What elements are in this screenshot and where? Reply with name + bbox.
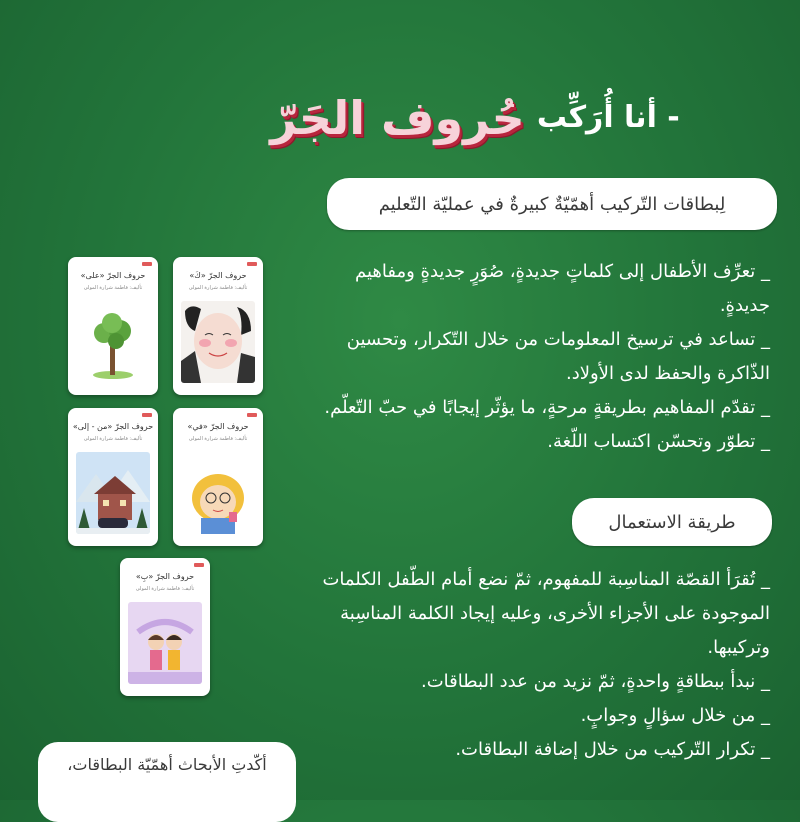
section-heading-usage (572, 498, 772, 546)
list-item: وتركيبها. (707, 637, 770, 658)
research-note (38, 742, 296, 822)
list-item: _ تساعد في ترسيخ المعلومات من خلال التّكرار، وتحسين (346, 329, 770, 350)
card-title: حروف الجرّ «بِ» (135, 572, 195, 581)
publisher-tag (247, 262, 257, 266)
list-item: _ تقدّم المفاهيم بطريقةٍ مرحةٍ، ما يؤثّر إيجابًا في حبّ التّعلّم. (324, 397, 770, 418)
card-title: حروف الجرّ «في» (187, 422, 249, 431)
book-card (120, 558, 210, 696)
girl-illustration (181, 452, 255, 534)
book-card (68, 408, 158, 546)
card-author: تأليف: فاطمة شرارة المولى (188, 285, 248, 291)
face-illustration (181, 301, 255, 383)
card-author: تأليف: فاطمة شرارة المولى (83, 436, 143, 442)
card-author: تأليف: فاطمة شرارة المولى (83, 285, 143, 291)
publisher-tag (142, 413, 152, 417)
list-item: _ نبدأ ببطاقةٍ واحدةٍ، ثمّ نزيد من عدد البطاقات. (421, 671, 770, 692)
page-title: حُروف الجَرّ (270, 91, 525, 145)
usage-list (270, 563, 770, 767)
house-illustration (76, 452, 150, 534)
list-item: _ تطوّر وتحسّن اكتساب اللّغة. (547, 431, 770, 452)
list-item: _ تُقرَأ القصّة المناسِبة للمفهوم، ثمّ نضع أمام الطّفل الكلمات (322, 569, 770, 590)
section-heading-text: لِبطاقات التّركيب أهمّيّةٌ كبيرةٌ في عمليّة التّعليم (378, 193, 726, 215)
list-item: جديدةٍ. (719, 295, 770, 316)
card-title: حروف الجرّ «كَ» (189, 271, 247, 280)
card-title: حروف الجرّ «من - إلى» (72, 422, 154, 431)
publisher-tag (247, 413, 257, 417)
book-card (173, 408, 263, 546)
section-heading-importance (327, 178, 777, 230)
book-card (68, 257, 158, 395)
page-header (0, 88, 800, 148)
section-heading-text: طريقة الاستعمال (608, 511, 736, 533)
kids-illustration (128, 602, 202, 684)
publisher-tag (194, 563, 204, 567)
list-item: _ من خلال سؤالٍ وجوابٍ. (580, 705, 770, 726)
tree-illustration (76, 301, 150, 383)
book-card (173, 257, 263, 395)
card-author: تأليف: فاطمة شرارة المولى (188, 436, 248, 442)
card-title: حروف الجرّ «على» (80, 271, 146, 280)
list-item: الذّاكرة والحفظ لدى الأولاد. (565, 363, 770, 384)
list-item: _ تعرِّف الأطفال إلى كلماتٍ جديدةٍ، صُوَرٍ جديدةٍ ومفاهيم (354, 261, 770, 282)
importance-list (280, 255, 770, 459)
list-item: _ تكرار التّركيب من خلال إضافة البطاقات. (455, 739, 770, 760)
title-prefix: أنا أُرَكِّب - (536, 100, 680, 135)
publisher-tag (142, 262, 152, 266)
list-item: الموجودة على الأجزاء الأخرى، وعليه إيجاد الكلمة المناسِبة (340, 603, 770, 624)
research-note-text: أكّدتِ الأبحاث أهمّيّة البطاقات، (67, 755, 267, 774)
card-author: تأليف: فاطمة شرارة المولى (135, 586, 195, 592)
